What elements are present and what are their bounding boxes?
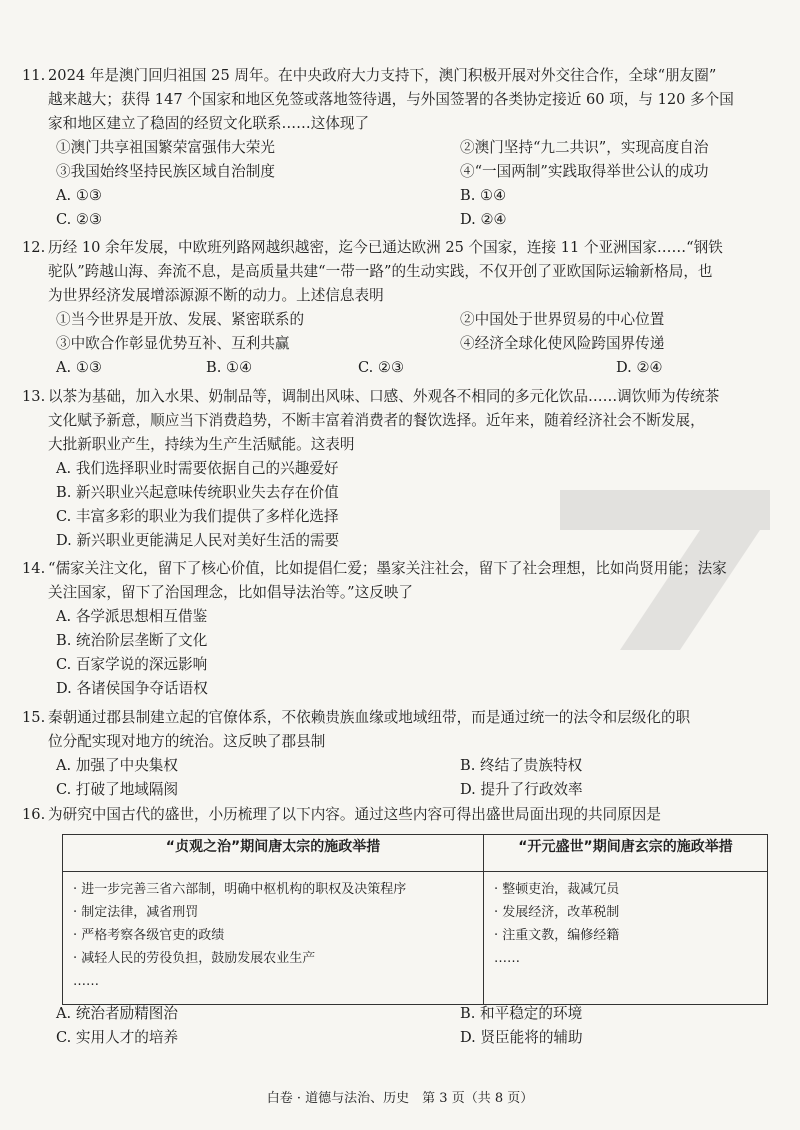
option-d: D. 贤臣能将的辅助 xyxy=(460,1029,583,1046)
page-footer: 白卷 · 道德与法治、历史 第 3 页（共 8 页） xyxy=(266,1091,534,1106)
statement-list xyxy=(56,308,774,380)
statement: ②澳门坚持“九二共识”，实现高度自治 xyxy=(460,139,709,156)
option-b: B. 终结了贵族特权 xyxy=(460,757,583,774)
option-b: B. ①④ xyxy=(460,187,507,204)
stem-line: 文化赋予新意，顺应当下消费趋势，不断丰富着消费者的餐饮选择。近年来，随着经济社会不断发展， xyxy=(48,412,705,429)
option-d: D. ②④ xyxy=(460,211,507,228)
stem-line: 为世界经济发展增添源源不断的动力。上述信息表明 xyxy=(48,287,384,304)
question-number: 15. xyxy=(22,709,46,726)
option-list xyxy=(56,605,774,701)
policy-table xyxy=(62,834,768,1005)
option-d: D. ②④ xyxy=(616,359,663,376)
list-item: · 进一步完善三省六部制，明确中枢机构的职权及决策程序 xyxy=(73,882,407,897)
stem-line: 家和地区建立了稳固的经贸文化联系……这体现了 xyxy=(48,115,370,132)
option-d: D. 新兴职业更能满足人民对美好生活的需要 xyxy=(56,532,340,549)
statement: ④经济全球化使风险跨国界传递 xyxy=(460,335,665,352)
option-d: D. 各诸侯国争夺话语权 xyxy=(56,680,208,697)
option-c: C. ②③ xyxy=(56,211,103,228)
question-16-options xyxy=(22,1002,774,1050)
option-a: A. ①③ xyxy=(56,187,102,204)
list-item: · 减轻人民的劳役负担，鼓励发展农业生产 xyxy=(73,951,316,966)
option-c: C. 打破了地域隔阂 xyxy=(56,781,179,798)
question-stem xyxy=(48,64,774,136)
option-list xyxy=(56,457,774,553)
stem-line: 驼队”跨越山海、奔流不息，是高质量共建“一带一路”的生动实践，不仅开创了亚欧国际运输新格局，也 xyxy=(48,263,713,280)
stem-line: 关注国家，留下了治国理念，比如倡导法治等。”这反映了 xyxy=(48,584,414,601)
option-c: C. 实用人才的培养 xyxy=(56,1029,179,1046)
statement: ③中欧合作彰显优势互补、互利共赢 xyxy=(56,335,290,352)
option-b: B. 统治阶层垄断了文化 xyxy=(56,632,208,649)
stem-line: 为研究中国古代的盛世，小历梳理了以下内容。通过这些内容可得出盛世局面出现的共同原因是 xyxy=(48,806,661,823)
stem-line: 历经 10 余年发展，中欧班列路网越织越密，迄今已通达欧洲 25 个国家，连接 11 个亚洲国家……“钢铁 xyxy=(48,239,723,256)
option-c: C. ②③ xyxy=(358,359,405,376)
table-header: “贞观之治”期间唐太宗的施政举措 xyxy=(63,835,484,872)
option-a: A. ①③ xyxy=(56,359,102,376)
question-number: 13. xyxy=(22,388,46,405)
list-item: · 严格考察各级官吏的政绩 xyxy=(73,928,225,943)
option-a: A. 各学派思想相互借鉴 xyxy=(56,608,208,625)
option-a: A. 统治者励精图治 xyxy=(56,1005,178,1022)
stem-line: 2024 年是澳门回归祖国 25 周年。在中央政府大力支持下，澳门积极开展对外交往合作，全球“朋友圈” xyxy=(48,67,717,84)
option-a: A. 我们选择职业时需要依据自己的兴趣爱好 xyxy=(56,460,339,477)
option-a: A. 加强了中央集权 xyxy=(56,757,178,774)
table-cell-left xyxy=(63,872,484,1005)
statement: ②中国处于世界贸易的中心位置 xyxy=(460,311,665,328)
statement: ①澳门共享祖国繁荣富强伟大荣光 xyxy=(56,139,275,156)
option-c: C. 百家学说的深远影响 xyxy=(56,656,208,673)
statement: ③我国始终坚持民族区域自治制度 xyxy=(56,163,275,180)
option-list xyxy=(56,1002,774,1050)
stem-line: “儒家关注文化，留下了核心价值，比如提倡仁爱；墨家关注社会，留下了社会理想，比如尚贤用能；法家 xyxy=(48,560,727,577)
question-number: 16. xyxy=(22,806,46,823)
statement: ④“一国两制”实践取得举世公认的成功 xyxy=(460,163,709,180)
question-16 xyxy=(22,803,774,827)
statement: ①当今世界是开放、发展、紧密联系的 xyxy=(56,311,305,328)
list-item: · 制定法律，减省刑罚 xyxy=(73,905,199,920)
option-b: B. ①④ xyxy=(206,359,253,376)
question-15 xyxy=(22,706,774,802)
list-item: …… xyxy=(494,951,520,966)
question-stem xyxy=(48,236,774,308)
table-header: “开元盛世”期间唐玄宗的施政举措 xyxy=(484,835,768,872)
question-12 xyxy=(22,236,774,380)
option-c: C. 丰富多彩的职业为我们提供了多样化选择 xyxy=(56,508,339,525)
question-stem xyxy=(48,803,774,827)
option-list xyxy=(56,754,774,802)
question-stem xyxy=(48,557,774,605)
list-item: · 整顿吏治，裁减冗员 xyxy=(494,882,620,897)
option-d: D. 提升了行政效率 xyxy=(460,781,583,798)
question-11 xyxy=(22,64,774,232)
question-number: 12. xyxy=(22,239,46,256)
stem-line: 以茶为基础，加入水果、奶制品等，调制出风味、口感、外观各不相同的多元化饮品……调饮师为传统茶 xyxy=(48,388,720,405)
stem-line: 越来越大；获得 147 个国家和地区免签或落地签待遇，与外国签署的各类协定接近 60 项，与 120 多个国 xyxy=(48,91,734,108)
question-number: 11. xyxy=(22,67,46,84)
list-item: · 注重文教，编修经籍 xyxy=(494,928,620,943)
option-b: B. 和平稳定的环境 xyxy=(460,1005,583,1022)
option-b: B. 新兴职业兴起意味传统职业失去存在价值 xyxy=(56,484,339,501)
question-13 xyxy=(22,385,774,553)
statement-list xyxy=(56,136,774,232)
table-cell-right xyxy=(484,872,768,1005)
stem-line: 秦朝通过郡县制建立起的官僚体系，不依赖贵族血缘或地域纽带，而是通过统一的法令和层级化的职 xyxy=(48,709,691,726)
question-14 xyxy=(22,557,774,701)
question-number: 14. xyxy=(22,560,46,577)
list-item: …… xyxy=(73,974,99,989)
list-item: · 发展经济，改革税制 xyxy=(494,905,620,920)
question-stem xyxy=(48,385,774,457)
question-stem xyxy=(48,706,774,754)
stem-line: 大批新职业产生，持续为生产生活赋能。这表明 xyxy=(48,436,355,453)
stem-line: 位分配实现对地方的统治。这反映了郡县制 xyxy=(48,733,326,750)
